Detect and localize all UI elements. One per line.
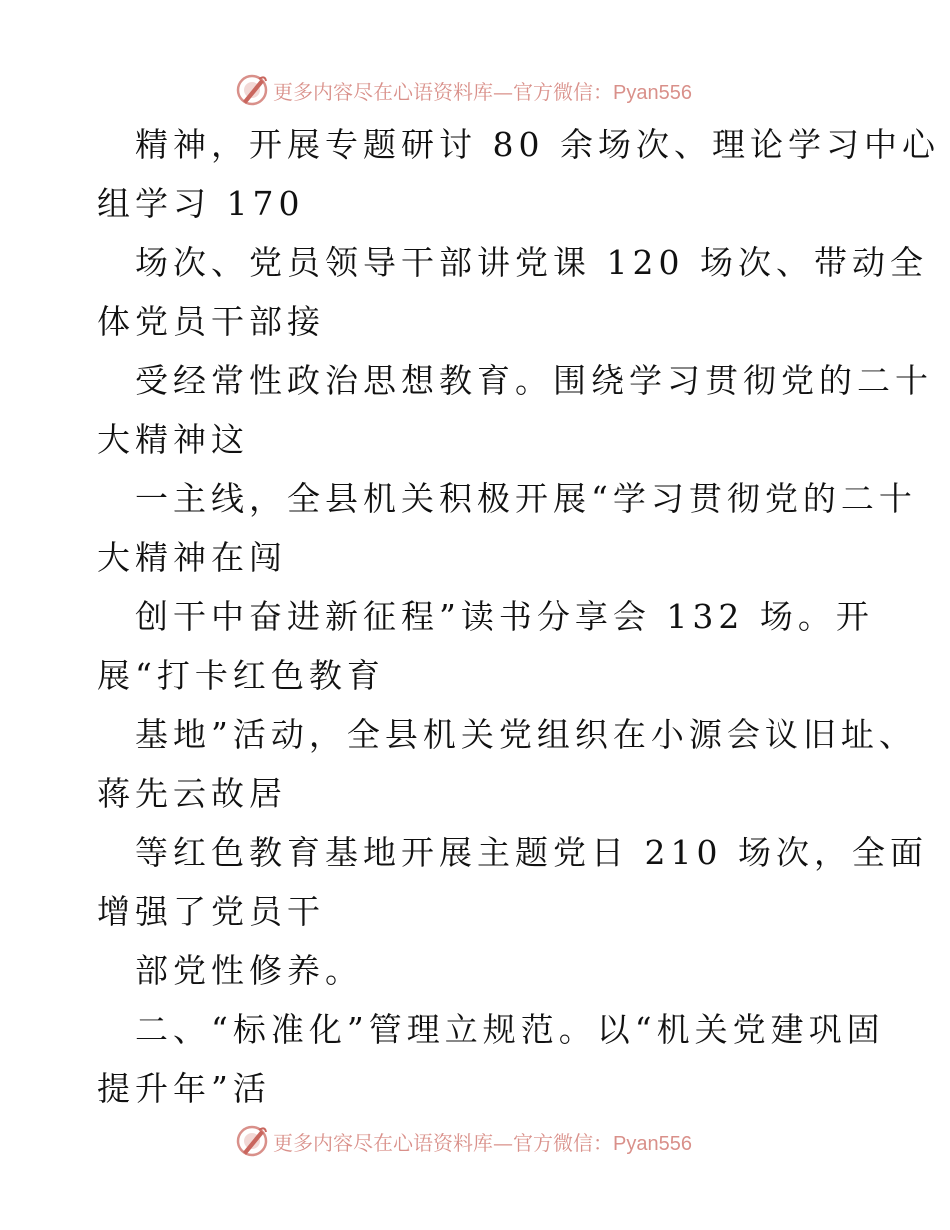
text-line: 精神，开展专题研讨 80 余场次、理论学习中心 xyxy=(135,125,940,164)
watermark-footer xyxy=(235,1124,692,1158)
text-line: 场次、党员领导干部讲党课 120 场次、带动全 xyxy=(135,243,928,282)
text-line: 增强了党员干 xyxy=(97,892,325,931)
text-line: 受经常性政治思想教育。围绕学习贯彻党的二十 xyxy=(135,361,933,400)
text-line: 部党性修养。 xyxy=(135,951,363,990)
watermark-wechat-id: Pyan556 xyxy=(613,81,692,104)
text-line: 组学习 170 xyxy=(97,184,305,223)
watermark-text: 更多内容尽在心语资料库—官方微信：Pyan556 xyxy=(273,1130,692,1155)
text-line: 等红色教育基地开展主题党日 210 场次，全面 xyxy=(135,833,928,872)
text-line: 二、“标准化”管理立规范。以“机关党建巩固 xyxy=(135,1010,885,1049)
text-line: 基地”活动，全县机关党组织在小源会议旧址、 xyxy=(135,715,917,754)
text-line: 一主线，全县机关积极开展“学习贯彻党的二十 xyxy=(135,479,917,518)
text-line: 大精神这 xyxy=(97,420,249,459)
text-line: 创干中奋进新征程”读书分享会 132 场。开 xyxy=(135,597,874,636)
text-line: 提升年”活 xyxy=(97,1069,271,1108)
text-line: 体党员干部接 xyxy=(97,302,325,341)
text-line: 大精神在闯 xyxy=(97,538,287,577)
watermark-wechat-id: Pyan556 xyxy=(613,1132,692,1155)
watermark-header xyxy=(235,73,692,107)
text-line: 蒋先云故居 xyxy=(97,774,287,813)
quill-seal-icon xyxy=(235,1124,269,1158)
text-line: 展“打卡红色教育 xyxy=(97,656,385,695)
watermark-text: 更多内容尽在心语资料库—官方微信：Pyan556 xyxy=(273,79,692,104)
quill-seal-icon xyxy=(235,73,269,107)
